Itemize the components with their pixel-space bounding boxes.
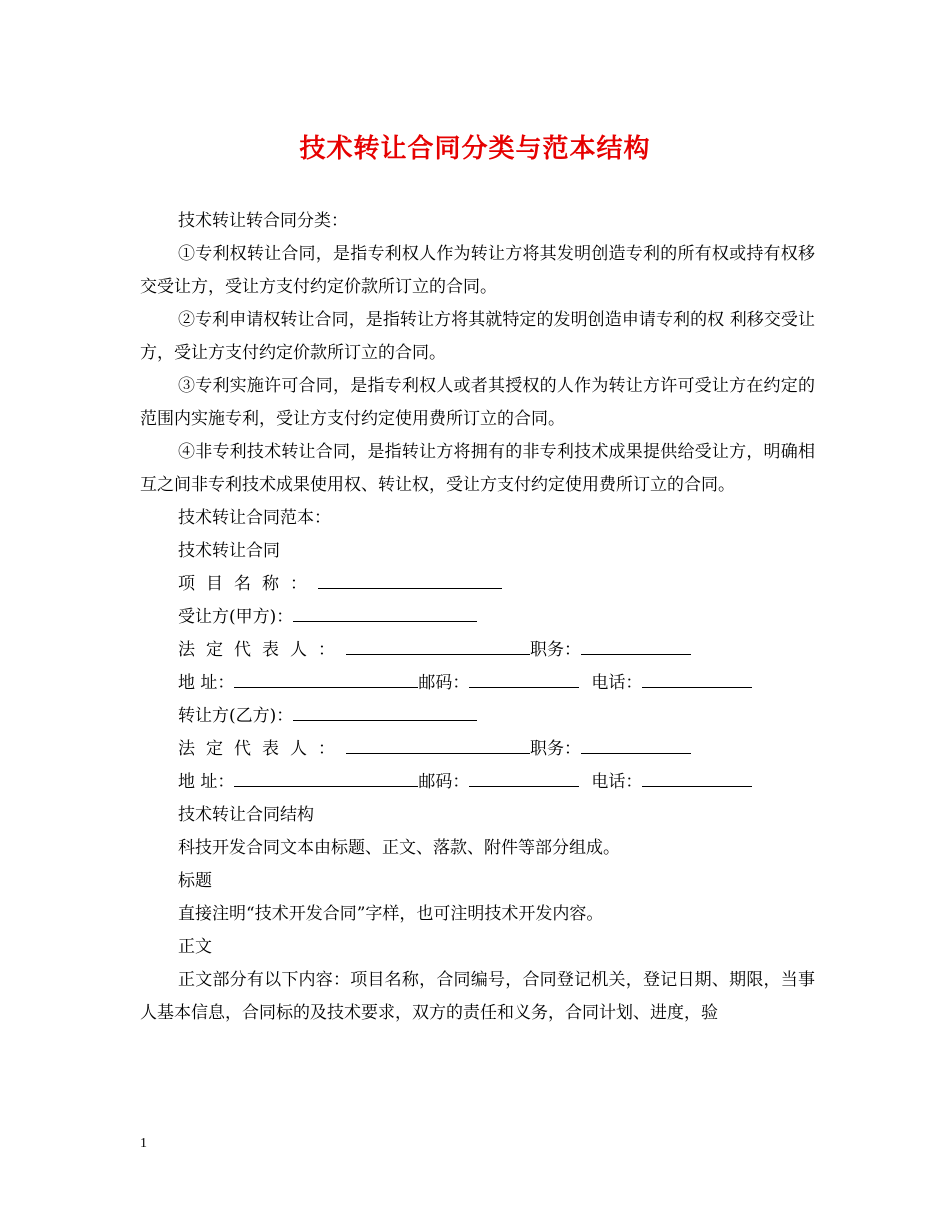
contract-title: 技术转让合同: [178, 541, 280, 561]
phone-blank: [642, 670, 752, 688]
position-label: 职务：: [530, 739, 581, 759]
address-label: 地 址：: [178, 673, 235, 693]
title-section-heading: 标题: [178, 871, 212, 891]
position-blank: [581, 736, 691, 754]
template-heading: 技术转让合同范本：: [178, 508, 331, 528]
position-label: 职务：: [530, 640, 581, 660]
transferor-address-line: [140, 766, 815, 799]
classification-item-patent-right: ①专利权转让合同，是指专利权人作为转让方将其发明创造专利的所有权或持有权移交受让方，受让方支付约定价款所订立的合同。: [140, 244, 815, 297]
body-section-description: 正文部分有以下内容：项目名称，合同编号，合同登记机关，登记日期、期限，当事人基本信息，合同标的及技术要求，双方的责任和义务，合同计划、进度，验: [140, 970, 815, 1023]
address-blank: [234, 670, 418, 688]
transferor-label: 转让方(乙方)：: [178, 706, 294, 726]
postcode-blank: [469, 670, 579, 688]
legal-rep-label: 法定代表人：: [178, 640, 346, 660]
legal-rep-label: 法定代表人：: [178, 739, 346, 759]
body-section-heading: 正文: [178, 937, 212, 957]
classification-heading: 技术转让转合同分类：: [178, 211, 348, 231]
transferee-line: [140, 601, 815, 634]
classification-item-patent-application: ②专利申请权转让合同，是指转让方将其就特定的发明创造申请专利的权 利移交受让方，受让方支付约定价款所订立的合同。: [140, 310, 815, 363]
title-section-description: 直接注明“技术开发合同”字样，也可注明技术开发内容。: [178, 904, 604, 924]
address-label: 地 址：: [178, 772, 235, 792]
transferor-legal-rep-line: [140, 733, 815, 766]
transferor-line: [140, 700, 815, 733]
phone-label: 电话：: [591, 772, 643, 792]
structure-intro: 科技开发合同文本由标题、正文、落款、附件等部分组成。: [178, 838, 620, 858]
classification-item-non-patent: ④非专利技术转让合同，是指转让方将拥有的非专利技术成果提供给受让方，明确相互之间非专利技术成果使用权、转让权，受让方支付约定使用费所订立的合同。: [140, 442, 815, 495]
transferee-label: 受让方(甲方)：: [178, 607, 294, 627]
structure-heading: 技术转让合同结构: [178, 805, 314, 825]
transferee-legal-rep-line: [140, 634, 815, 667]
page-number: 1: [140, 1136, 147, 1151]
postcode-blank: [469, 769, 579, 787]
project-name-line: [140, 568, 815, 601]
postcode-label: 邮码：: [418, 673, 470, 693]
phone-blank: [642, 769, 752, 787]
transferor-blank: [293, 703, 477, 721]
position-blank: [581, 637, 691, 655]
address-blank: [234, 769, 418, 787]
project-name-blank: [318, 571, 502, 589]
classification-item-patent-license: ③专利实施许可合同，是指专利权人或者其授权的人作为转让方许可受让方在约定的范围内实施专利，受让方支付约定使用费所订立的合同。: [140, 376, 815, 429]
postcode-label: 邮码：: [418, 772, 470, 792]
document-title: 技术转让合同分类与范本结构: [299, 134, 651, 164]
transferee-blank: [293, 604, 477, 622]
legal-rep-blank: [346, 637, 530, 655]
transferee-address-line: [140, 667, 815, 700]
document-body: [140, 205, 815, 1030]
project-name-label: 项目名称：: [178, 574, 318, 594]
legal-rep-blank: [346, 736, 530, 754]
phone-label: 电话：: [591, 673, 643, 693]
